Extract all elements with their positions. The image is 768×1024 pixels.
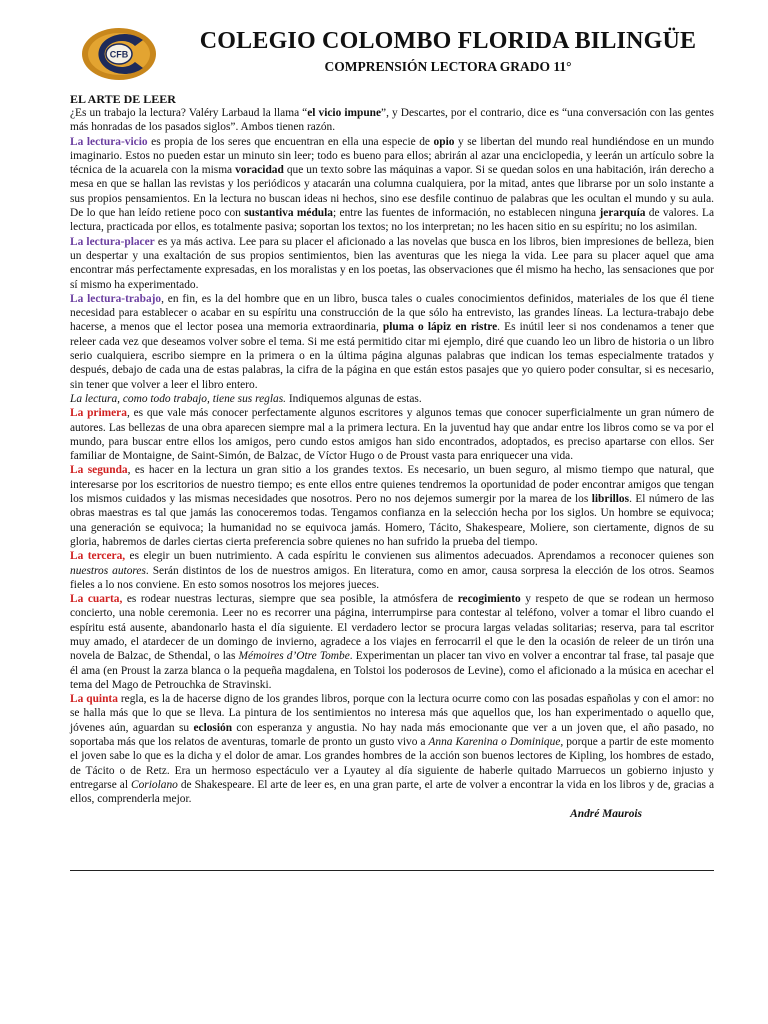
italic-text: Mémoires d’Otre Tombe [238,650,350,663]
bold-term: recogimiento [457,593,521,606]
school-logo [80,26,158,82]
paragraph-reglas [70,392,714,406]
paragraph-intro [70,106,714,135]
text-run: de Shakespeare. El arte de leer es, en una gran parte, el arte de volver a encontrar la vida en los libros y de, gracias a ellos, comprenderla mejor. [70,778,714,806]
section-label: La lectura-trabajo [70,292,162,305]
section-label: La lectura-vicio [70,135,148,148]
italic-text: Coriolano [131,778,178,791]
section-label: La quinta [70,693,118,706]
paragraph-primera [70,406,714,463]
text-run: con esperanza y angustia. No hay nada más emocionante que ver a un joven que, el año pasado, no soportaba más que los relatos de aventuras, tomarle de pronto un gusto vivo a [70,721,714,749]
text-run: , es que vale más conocer perfectamente algunos escritores y algunos temas que conocer superficialmente un gran número de autores. Las bellezas de una obra aparecen siempre mal a la primera lectura. En la juventud hay que andar entre los libros como se va por el mundo, para buscar entre ellos los amigos, pero cundo estos amigos han sido encontrados, adoptados, es preciso apartarse con ellos. Ser familiar de Montaigne, de Saint-Simón, de Balzac, de Víctor Hugo o de Proust vasta para enriquecer una vida. [70,407,714,463]
bold-term: el vicio impune [307,107,382,119]
header [70,24,714,90]
text-run: es rodear nuestras lecturas, siempre que sea posible, la atmósfera de [122,593,458,606]
paragraph-lectura-trabajo [70,292,714,392]
text-run: ¿Es un trabajo la lectura? Valéry Larbaud la llama “ [70,107,308,119]
bold-term: voracidad [235,164,284,177]
text-run: , es hacer en la lectura un gran sitio a los grandes textos. Es necesario, un buen seguro, al mismo tiempo que natural, que interesarse por los escritorios de nuestro tiempo; es ente ellos entre quienes tendremos la oportunidad de poder encontrar amigos que tengan los mismos cuidados y las mismas necesidades que nosotros. Pero no nos dejemos sumergir por la marea de los [70,464,714,506]
italic-text: nuestros autores [70,564,146,577]
school-name: COLEGIO COLOMBO FLORIDA BILINGÜE [199,28,697,54]
article-title: EL ARTE DE LEER [70,92,176,106]
bold-term: librillos [591,493,630,506]
text-run: Indiquemos algunas de estas. [286,392,422,405]
text-run: y respeto de que se rodean un hermoso concierto, una noble ceremonia. Leer no es recorrer una página, interrumpirse para contestar al teléfono, volver a tomar el libro cuando el espíritu está ausente, abandonarlo hasta el día siguiente. El verdadero lector se procura largas veladas solitarias; reserva, para tal escritor muy amado, el atardecer de un domingo de invierno, agradece a los viajes en ferrocarril el que le den la ocasión de releer de un tirón una novela de Balzac, de Sthendal, o las [70,593,714,663]
text-run: ”, y Descartes, por el contrario, dice es “una conversación con las gentes más honradas de los pasados siglos”. Ambos tienen razón. [70,107,714,134]
text-run: es propia de los seres que encuentran en ella una especie de [147,135,434,148]
italic-text: Anna Karenina o Dominique, [428,736,564,749]
text-run: , en fin, es la del hombre que en un libro, busca tales o cuales conocimientos definidos, materiales de los que él tiene necesidad para establecer o acabar en su espíritu una construcción de la que sólo ha entrevisto, las grandes líneas. La lectura-trabajo debe hacerse, a menos que el lector posea una memoria extraordinaria, [70,292,715,334]
text-run: . El número de las obras maestras es tal que jamás las conoceremos todas. Tengamos confianza en la selección hecha por los siglos. Un hombre se equivoca; una generación se equivoca; la humanidad no se equivoca jamás. Homero, Tácito, Shakespeare, Moliere, son ciertamente, dignos de su gloria, habremos de darles ciertas cierta preferencia sobre quienes no han sufrido la prueba del tiempo. [70,493,715,548]
text-run: de valores. La lectura, practicada por ellos, es totalmente pasiva; soportan los textos; no los interpretan; no les hacen sitio en su espíritu; no los asimilan. [70,207,714,234]
bold-term: jerarquía [599,207,646,220]
text-run: . Es inútil leer si nos condenamos a tener que releer cada vez que deseamos volver sobre el tema. Si me está permitido citar mi ejemplo, diré que cuando leo un libro de historia o un libro serio cualquiera, escribo siempre en la primera o en la última página algunas palabras que indican los temas especialmente tratados y después, debajo de cada una de estas palabras, la cifra de la página en que están estos pasajes que yo quiero poder consultar, si es necesario, sin tener que volver a leer el libro entero. [70,321,714,391]
paragraph-cuarta [70,592,714,692]
text-run: y se libertan del mundo real hundiéndose en un mundo imaginario. Estos no pueden estar un minuto sin leer; todo es bueno para ellos; abrirán al azar una enciclopedia, y leerán un artículo sobre la técnica de la acuarela con la misma [70,135,714,177]
logo-text: CFB [109,49,129,60]
bold-term: pluma o lápiz en ristre [382,321,498,334]
section-label: La cuarta, [70,593,123,606]
paragraph-quinta [70,692,714,806]
section-label: La segunda [70,464,128,477]
text-run: regla, es la de hacerse digno de los grandes libros, porque con la lectura ocurre como con las posadas españolas y con el amor: no se halla más que lo que se lleva. La pintura de los sentimientos no interesa más que aquellos que, los han experimentado o aquello que, jóvenes aún, aguardan su [70,693,714,734]
italic-text: La lectura, como todo trabajo, tiene sus reglas. [70,392,286,405]
section-label: La primera [70,407,127,420]
text-run: ; entre las fuentes de información, no establecen ninguna [333,207,600,220]
text-run: que un texto sobre las máquinas a vapor. Si se quedan solos en una habitación, irán derecho a mesa en que se hallan las revistas y los periódicos y atacarán una columna cualquiera, por la mitad, antes que librarse por un solo instante a sus propios pensamientos. En la lectura no buscan ideas ni hechos, sino ese desfile continuo de palabras que les ocultan el mundo y su aula. De lo que han leído retiene poco con [70,164,715,220]
paragraph-lectura-placer [70,235,714,292]
author-signature: André Maurois [570,807,642,820]
text-run: porque a partir de este momento el joven sabe lo que es la dicha y el dolor de amar. Los grandes hombres de la acción son buenos lectores de Kipling, los hombres de estado, de Tácito o de Retz. Era un hermoso espectáculo ver a Lyautey al día siguiente de haberle quitado Marruecos un gobierno injusto y entregarse al [70,736,714,791]
section-label: La tercera, [70,550,126,563]
text-run: es ya más activa. Lee para su placer el aficionado a las novelas que busca en los libros, bien impresiones de belleza, bien un despertar y una exaltación de sus propios sentimientos, bien las aventuras que les niega la vida. Lee para su placer aquel que ama encontrar más perfectamente expresadas, en los moralistas y en los poetas, las observaciones que él mismo ha hecho, las sensaciones que por sí mismo ha experimentado. [70,235,714,291]
paragraph-tercera [70,549,714,592]
bold-term: eclosión [193,721,233,734]
article-body [70,106,714,807]
bold-term: sustantiva médula [244,207,334,220]
section-label: La lectura-placer [70,235,155,248]
paragraph-segunda [70,463,714,549]
document-subtitle: COMPRENSIÓN LECTORA GRADO 11° [324,59,572,74]
text-run: . Serán distintos de los de nuestros amigos. En literatura, como en amor, causa sorpresa la elección de los otros. Seamos fieles a lo nos conviene. En esto somos nosotros los mejores jueces. [70,564,715,591]
paragraph-lectura-vicio [70,135,714,235]
text-run: . Experimentan un placer tan vivo en volver a encontrar tal frase, tal pasaje que él ama (en Proust la zarza blanca o la pequeña magdalena, en Tolstoi los poderosos de Levine), como el aficionado a la música en acechar el tema del Mago de Petrouchka de Stravinski. [70,650,715,691]
bold-term: opio [433,135,455,148]
bottom-rule [70,870,714,871]
text-run: es elegir un buen nutrimiento. A cada espíritu le convienen sus alimentos adecuados. Aprendamos a reconocer quienes son [125,550,714,563]
page [70,24,714,821]
